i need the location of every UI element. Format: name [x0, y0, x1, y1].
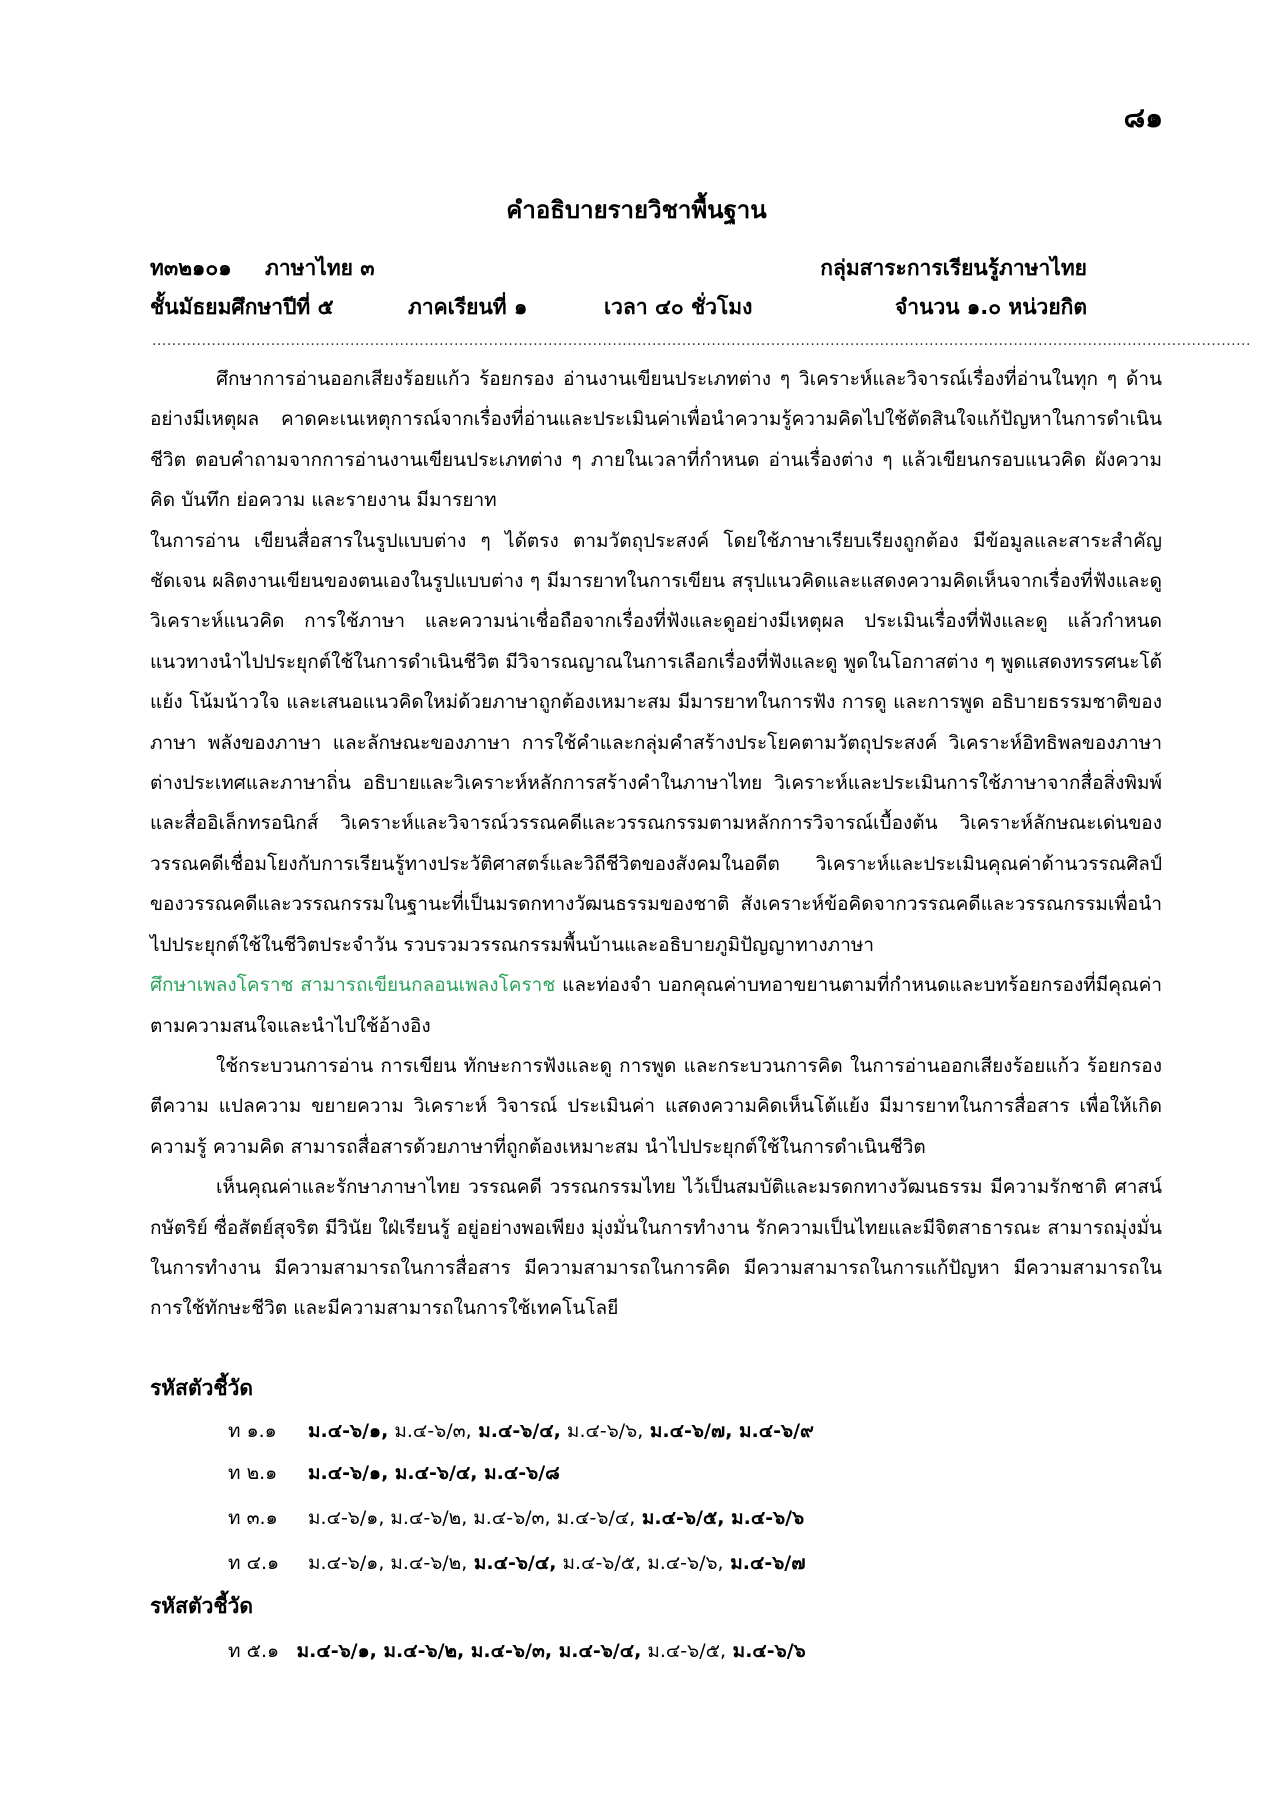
indicator-code: ม.๔-๖/๑, ม.๔-๖/๒, ม.๔-๖/๓, ม.๔-๖/๔,	[308, 1507, 636, 1529]
indicator-code: ม.๔-๖/๗, ม.๔-๖/๙	[643, 1420, 814, 1442]
description-paragraph-2-end: และท่องจำ บอกคุณค่าบทอาขยานตามที่กำหนดและบทร้อยกรองที่มีคุณค่าตามความสนใจและนำไปใช้อ้างอิง	[150, 974, 1162, 1037]
indicators-heading-2: รหัสตัวชี้วัด	[150, 1594, 254, 1618]
description-paragraph-3: ใช้กระบวนการอ่าน การเขียน ทักษะการฟังและดู การพูด และกระบวนการคิด ในการอ่านออกเสียงร้อยแก้ว ร้อยกรอง ตีความ แปลความ ขยายความ วิเคราะห์ วิจารณ์ ประเมินค่า แสดงความคิดเห็นโต้แย้ง มีมารยาทในการสื่อสาร เพื่อให้เกิดความรู้ ความคิด สามารถสื่อสารด้วยภาษาที่ถูกต้องเหมาะสม นำไปประยุกต์ใช้ในการดำเนินชีวิต	[150, 1054, 1162, 1158]
course-level: ชั้นมัธยมศึกษาปีที่ ๕	[150, 295, 334, 319]
indicator-code: ม.๔-๖/๖,	[560, 1420, 644, 1442]
highlighted-text: ศึกษาเพลงโคราช สามารถเขียนกลอนเพลงโคราช	[150, 974, 556, 997]
indicator-standard: ท ๓.๑	[228, 1507, 278, 1529]
separator-line: ..............................................................................................................................................................................................................................	[152, 333, 1251, 349]
course-semester: ภาคเรียนที่ ๑	[408, 295, 528, 319]
indicator-standard: ท ๔.๑	[228, 1552, 280, 1574]
indicator-code: ม.๔-๖/๓,	[388, 1420, 472, 1442]
description-paragraph-4: เห็นคุณค่าและรักษาภาษาไทย วรรณคดี วรรณกรรมไทย ไว้เป็นสมบัติและมรดกทางวัฒนธรรม มีความรักชาติ ศาสน์ กษัตริย์ ซื่อสัตย์สุจริต มีวินัย ใฝ่เรียนรู้ อยู่อย่างพอเพียง มุ่งมั่นในการทำงาน รักความเป็นไทยและมีจิตสาธารณะ สามารถมุ่งมั่นในการทำงาน มีความสามารถในการสื่อสาร มีความสามารถในการคิด มีความสามารถในการแก้ปัญหา มีความสามารถในการใช้ทักษะชีวิต และมีความสามารถในการใช้เทคโนโลยี	[150, 1176, 1162, 1320]
indicator-row-5	[228, 1636, 806, 1666]
indicator-code: ม.๔-๖/๔,	[471, 1420, 561, 1442]
page-title: คำอธิบายรายวิชาพื้นฐาน	[506, 196, 767, 224]
indicator-standard: ท ๕.๑	[228, 1640, 280, 1662]
indicator-code: ม.๔-๖/๑, ม.๔-๖/๒,	[308, 1552, 468, 1574]
indicator-row	[228, 1458, 560, 1488]
indicator-code: ม.๔-๖/๑, ม.๔-๖/๒, ม.๔-๖/๓, ม.๔-๖/๔,	[290, 1640, 642, 1662]
indicator-code: ม.๔-๖/๑, ม.๔-๖/๔, ม.๔-๖/๘	[308, 1462, 560, 1484]
indicator-code: ม.๔-๖/๗	[723, 1552, 806, 1574]
indicator-code: ม.๔-๖/๔,	[467, 1552, 557, 1574]
indicator-row	[228, 1416, 814, 1446]
course-credits: จำนวน ๑.๐ หน่วยกิต	[895, 295, 1087, 319]
indicators-heading: รหัสตัวชี้วัด	[150, 1376, 254, 1400]
course-group: กลุ่มสาระการเรียนรู้ภาษาไทย	[820, 256, 1087, 280]
indicator-code: ม.๔-๖/๕,	[641, 1640, 727, 1662]
course-code: ท๓๒๑๐๑	[150, 256, 232, 280]
indicator-standard: ท ๑.๑	[228, 1420, 277, 1442]
description-paragraph-2	[150, 521, 1162, 1046]
indicator-row	[228, 1548, 806, 1578]
indicator-row	[228, 1503, 804, 1533]
indicator-code: ม.๔-๖/๖	[726, 1640, 806, 1662]
page-number: ๘๑	[1123, 101, 1163, 134]
indicator-code: ม.๔-๖/๕, ม.๔-๖/๖	[635, 1507, 805, 1529]
description-paragraph-2-text: ในการอ่าน เขียนสื่อสารในรูปแบบต่าง ๆ ได้ตรง ตามวัตถุประสงค์ โดยใช้ภาษาเรียบเรียงถูกต้อง มีข้อมูลและสาระสำคัญชัดเจน ผลิตงานเขียนของตนเองในรูปแบบต่าง ๆ มีมารยาทในการเขียน สรุปแนวคิดและแสดงความคิดเห็นจากเรื่องที่ฟังและดู วิเคราะห์แนวคิด การใช้ภาษา และความน่าเชื่อถือจากเรื่องที่ฟังและดูอย่างมีเหตุผล ประเมินเรื่องที่ฟังและดู แล้วกำหนด แนวทางนำไปประยุกต์ใช้ในการดำเนินชีวิต มีวิจารณญาณในการเลือกเรื่องที่ฟังและดู พูดในโอกาสต่าง ๆ พูดแสดงทรรศนะโต้แย้ง โน้มน้าวใจ และเสนอแนวคิดใหม่ด้วยภาษาถูกต้องเหมาะสม มีมารยาทในการฟัง การดู และการพูด อธิบายธรรมชาติของภาษา พลังของภาษา และลักษณะของภาษา การใช้คำและกลุ่มคำสร้างประโยคตามวัตถุประสงค์ วิเคราะห์อิทธิพลของภาษาต่างประเทศและภาษาถิ่น อธิบายและวิเคราะห์หลักการสร้างคำในภาษาไทย วิเคราะห์และประเมินการใช้ภาษาจากสื่อสิ่งพิมพ์และสื่ออิเล็กทรอนิกส์ วิเคราะห์และวิจารณ์วรรณคดีและวรรณกรรมตามหลักการวิจารณ์เบื้องต้น วิเคราะห์ลักษณะเด่นของวรรณคดีเชื่อมโยงกับการเรียนรู้ทางประวัติศาสตร์และวิถีชีวิตของสังคมในอดีต วิเคราะห์และประเมินคุณค่าด้านวรรณศิลป์ของวรรณคดีและวรรณกรรมในฐานะที่เป็นมรดกทางวัฒนธรรมของชาติ สังเคราะห์ข้อคิดจากวรรณคดีและวรรณกรรมเพื่อนำไปประยุกต์ใช้ในชีวิตประจำวัน รวบรวมวรรณกรรมพื้นบ้านและอธิบายภูมิปัญญาทางภาษา	[150, 529, 1162, 956]
indicator-code: ม.๔-๖/๑,	[308, 1420, 389, 1442]
indicator-code: ม.๔-๖/๕, ม.๔-๖/๖,	[556, 1552, 724, 1574]
indicator-standard: ท ๒.๑	[228, 1462, 278, 1484]
course-name: ภาษาไทย ๓	[265, 256, 375, 280]
course-time: เวลา ๔๐ ชั่วโมง	[604, 295, 753, 319]
description-paragraph-1: ศึกษาการอ่านออกเสียงร้อยแก้ว ร้อยกรอง อ่านงานเขียนประเภทต่าง ๆ วิเคราะห์และวิจารณ์เรื่องที่อ่านในทุก ๆ ด้านอย่างมีเหตุผล คาดคะเนเหตุการณ์จากเรื่องที่อ่านและประเมินค่าเพื่อนำความรู้ความคิดไปใช้ตัดสินใจแก้ปัญหาในการดำเนินชีวิต ตอบคำถามจากการอ่านงานเขียนประเภทต่าง ๆ ภายในเวลาที่กำหนด อ่านเรื่องต่าง ๆ แล้วเขียนกรอบแนวคิด ผังความคิด บันทึก ย่อความ และรายงาน มีมารยาท	[150, 368, 1162, 512]
course-description	[150, 359, 1162, 1329]
